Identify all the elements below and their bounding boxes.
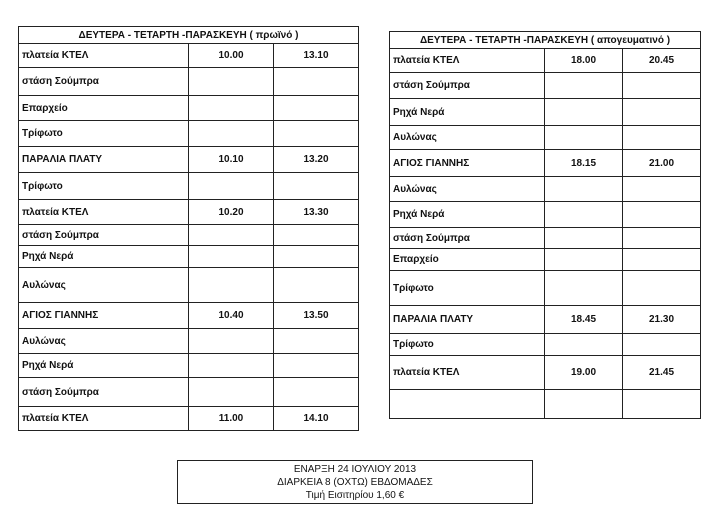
first-departure-cell	[189, 378, 274, 407]
second-departure-cell	[623, 271, 701, 306]
second-departure-cell: 21.30	[623, 306, 701, 334]
stop-name-cell: ΠΑΡΑΛΙΑ ΠΛΑΤΥ	[19, 147, 189, 173]
second-departure-cell	[623, 73, 701, 99]
second-departure-cell	[274, 329, 359, 354]
second-departure-cell	[274, 246, 359, 268]
second-departure-cell	[274, 96, 359, 121]
morning-schedule-table	[18, 26, 359, 431]
morning-schedule-body	[19, 44, 359, 431]
afternoon-schedule-body	[390, 49, 701, 419]
first-departure-cell	[189, 68, 274, 96]
schedule-row	[390, 99, 701, 126]
schedule-row	[390, 228, 701, 249]
first-departure-cell: 10.20	[189, 200, 274, 225]
second-departure-cell: 21.45	[623, 356, 701, 390]
ticket-price-text: Τιμή Εισιτηρίου 1,60 €	[305, 490, 405, 501]
first-departure-cell	[189, 96, 274, 121]
schedule-row	[19, 407, 359, 431]
stop-name-cell: Ρηχά Νερά	[19, 354, 189, 378]
first-departure-cell	[545, 202, 623, 228]
stop-name-cell: Τρίφωτο	[19, 121, 189, 147]
stop-name-cell: στάση Σούμπρα	[390, 228, 545, 249]
schedule-row	[390, 390, 701, 419]
first-departure-cell	[189, 246, 274, 268]
stop-name-cell: Αυλώνας	[19, 329, 189, 354]
stop-name-cell: Ρηχά Νερά	[390, 202, 545, 228]
stop-name-cell: ΑΓΙΟΣ ΓΙΑΝΝΗΣ	[390, 150, 545, 177]
first-departure-cell	[189, 354, 274, 378]
afternoon-schedule-title: ΔΕΥΤΕΡΑ - ΤΕΤΑΡΤΗ -ΠΑΡΑΣΚΕΥΗ ( απογευματινό )	[390, 32, 701, 49]
first-departure-cell	[545, 73, 623, 99]
first-departure-cell: 18.45	[545, 306, 623, 334]
schedule-row	[19, 68, 359, 96]
stop-name-cell: Ρηχά Νερά	[390, 99, 545, 126]
first-departure-cell	[189, 268, 274, 303]
stop-name-cell: πλατεία ΚΤΕΛ	[19, 200, 189, 225]
first-departure-cell	[189, 173, 274, 200]
schedule-row	[390, 306, 701, 334]
first-departure-cell: 18.00	[545, 49, 623, 73]
stop-name-cell: Τρίφωτο	[19, 173, 189, 200]
first-departure-cell	[545, 249, 623, 271]
stop-name-cell: Αυλώνας	[19, 268, 189, 303]
stop-name-cell: Επαρχείο	[390, 249, 545, 271]
second-departure-cell: 21.00	[623, 150, 701, 177]
first-departure-cell	[545, 177, 623, 202]
schedule-row	[19, 225, 359, 246]
schedule-row	[390, 356, 701, 390]
second-departure-cell	[274, 378, 359, 407]
second-departure-cell	[623, 99, 701, 126]
first-departure-cell	[545, 271, 623, 306]
second-departure-cell	[274, 225, 359, 246]
second-departure-cell	[623, 126, 701, 150]
stop-name-cell: Αυλώνας	[390, 177, 545, 202]
morning-schedule-title: ΔΕΥΤΕΡΑ - ΤΕΤΑΡΤΗ -ΠΑΡΑΣΚΕΥΗ ( πρωϊνό )	[19, 27, 359, 44]
second-departure-cell	[274, 121, 359, 147]
stop-name-cell: πλατεία ΚΤΕΛ	[19, 44, 189, 68]
schedule-row	[19, 44, 359, 68]
stop-name-cell	[390, 390, 545, 419]
schedule-row	[19, 329, 359, 354]
stop-name-cell: πλατεία ΚΤΕΛ	[390, 49, 545, 73]
first-departure-cell	[545, 228, 623, 249]
schedule-row	[390, 177, 701, 202]
first-departure-cell	[545, 390, 623, 419]
second-departure-cell: 13.10	[274, 44, 359, 68]
second-departure-cell	[623, 249, 701, 271]
stop-name-cell: Αυλώνας	[390, 126, 545, 150]
schedule-row	[390, 334, 701, 356]
schedule-row	[390, 126, 701, 150]
first-departure-cell	[545, 334, 623, 356]
schedule-row	[19, 268, 359, 303]
second-departure-cell: 13.20	[274, 147, 359, 173]
schedule-row	[19, 354, 359, 378]
stop-name-cell: Επαρχείο	[19, 96, 189, 121]
first-departure-cell: 19.00	[545, 356, 623, 390]
schedule-row	[390, 202, 701, 228]
schedule-row	[390, 150, 701, 177]
schedule-row	[19, 96, 359, 121]
first-departure-cell	[545, 126, 623, 150]
stop-name-cell: ΑΓΙΟΣ ΓΙΑΝΝΗΣ	[19, 303, 189, 329]
first-departure-cell	[189, 329, 274, 354]
second-departure-cell	[623, 177, 701, 202]
second-departure-cell: 13.50	[274, 303, 359, 329]
second-departure-cell	[274, 68, 359, 96]
stop-name-cell: στάση Σούμπρα	[390, 73, 545, 99]
stop-name-cell: Τρίφωτο	[390, 334, 545, 356]
second-departure-cell: 14.10	[274, 407, 359, 431]
stop-name-cell: Ρηχά Νερά	[19, 246, 189, 268]
start-date-text: ΕΝΑΡΞΗ 24 ΙΟΥΛΙΟΥ 2013	[293, 464, 417, 475]
stop-name-cell: Τρίφωτο	[390, 271, 545, 306]
stop-name-cell: στάση Σούμπρα	[19, 225, 189, 246]
schedule-row	[19, 378, 359, 407]
schedule-row	[19, 173, 359, 200]
first-departure-cell: 10.10	[189, 147, 274, 173]
schedule-row	[19, 200, 359, 225]
second-departure-cell	[623, 228, 701, 249]
stop-name-cell: στάση Σούμπρα	[19, 68, 189, 96]
schedule-row	[19, 246, 359, 268]
first-departure-cell: 11.00	[189, 407, 274, 431]
first-departure-cell	[189, 121, 274, 147]
first-departure-cell: 18.15	[545, 150, 623, 177]
schedule-info-box	[177, 460, 533, 504]
schedule-row	[390, 73, 701, 99]
second-departure-cell	[623, 390, 701, 419]
second-departure-cell	[623, 202, 701, 228]
stop-name-cell: στάση Σούμπρα	[19, 378, 189, 407]
second-departure-cell	[623, 334, 701, 356]
schedule-row	[390, 49, 701, 73]
stop-name-cell: πλατεία ΚΤΕΛ	[390, 356, 545, 390]
schedule-row	[390, 271, 701, 306]
stop-name-cell: ΠΑΡΑΛΙΑ ΠΛΑΤΥ	[390, 306, 545, 334]
afternoon-schedule-table	[389, 31, 701, 419]
second-departure-cell: 20.45	[623, 49, 701, 73]
schedule-row	[390, 249, 701, 271]
second-departure-cell: 13.30	[274, 200, 359, 225]
second-departure-cell	[274, 268, 359, 303]
schedule-row	[19, 303, 359, 329]
first-departure-cell	[545, 99, 623, 126]
first-departure-cell: 10.00	[189, 44, 274, 68]
schedule-row	[19, 121, 359, 147]
second-departure-cell	[274, 354, 359, 378]
duration-text: ΔΙΑΡΚΕΙΑ 8 (ΟΧΤΩ) ΕΒΔΟΜΑΔΕΣ	[277, 477, 433, 488]
second-departure-cell	[274, 173, 359, 200]
schedule-row	[19, 147, 359, 173]
stop-name-cell: πλατεία ΚΤΕΛ	[19, 407, 189, 431]
first-departure-cell	[189, 225, 274, 246]
first-departure-cell: 10.40	[189, 303, 274, 329]
